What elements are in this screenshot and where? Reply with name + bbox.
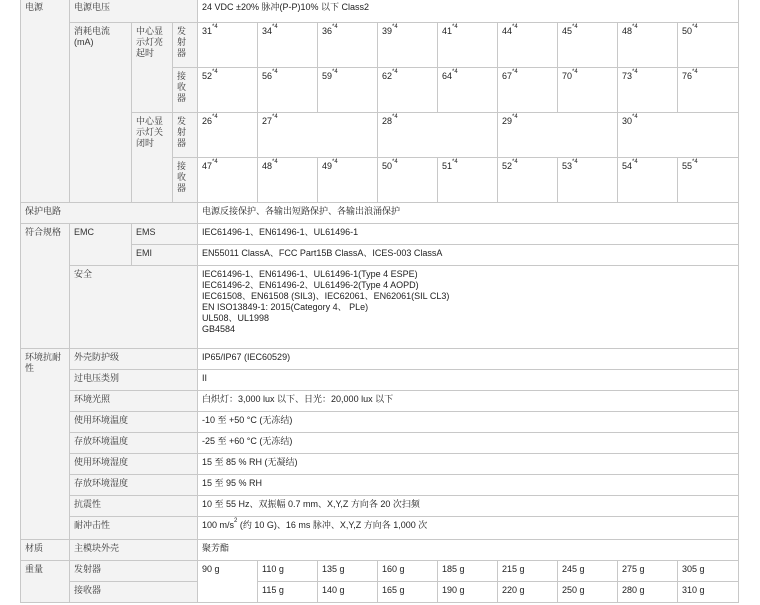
weight-value: 280 g — [618, 582, 678, 603]
receiver-label: 接收器 — [173, 68, 198, 113]
table-row — [21, 0, 739, 23]
env-row-label: 使用环境温度 — [70, 412, 198, 433]
weight-value: 165 g — [378, 582, 438, 603]
table-row — [21, 454, 739, 475]
spec-table — [20, 0, 739, 603]
env-row-value: II — [198, 370, 739, 391]
env-row-value: 15 至 95 % RH — [198, 475, 739, 496]
table-row — [21, 517, 739, 540]
env-row-label: 存放环境湿度 — [70, 475, 198, 496]
table-row — [21, 23, 739, 68]
safety-label: 安全 — [70, 266, 198, 349]
material-value: 聚芳酯 — [198, 540, 739, 561]
env-row-label: 使用环境湿度 — [70, 454, 198, 475]
weight-value: 245 g — [558, 561, 618, 582]
weight-value: 160 g — [378, 561, 438, 582]
material-label: 材质 — [21, 540, 70, 561]
current-value: 54$^{*4}$ — [618, 158, 678, 203]
current-value: 45$^{*4}$ — [558, 23, 618, 68]
weight-receiver-label: 接收器 — [70, 582, 198, 603]
protection-value: 电源反接保护、各输出短路保护、各输出浪涌保护 — [198, 203, 739, 224]
weight-value: 215 g — [498, 561, 558, 582]
weight-value: 140 g — [318, 582, 378, 603]
current-value: 53$^{*4}$ — [558, 158, 618, 203]
env-row-value: IP65/IP67 (IEC60529) — [198, 349, 739, 370]
env-row-value: 15 至 85 % RH (无凝结) — [198, 454, 739, 475]
standards-label: 符合规格 — [21, 224, 70, 349]
current-value: 52$^{*4}$ — [498, 158, 558, 203]
safety-line: IEC61496-1、EN61496-1、UL61496-1(Type 4 ESPE) — [202, 269, 418, 279]
current-value: 26$^{*4}$ — [198, 113, 258, 158]
safety-value — [198, 266, 739, 349]
weight-value: 220 g — [498, 582, 558, 603]
ems-value: IEC61496-1、EN61496-1、UL61496-1 — [198, 224, 739, 245]
safety-line: IEC61496-2、EN61496-2、UL61496-2(Type 4 AOPD) — [202, 280, 419, 290]
current-value: 55$^{*4}$ — [678, 158, 739, 203]
lamp-off-label: 中心显示灯关闭时 — [132, 113, 173, 203]
weight-value: 275 g — [618, 561, 678, 582]
emi-label: EMI — [132, 245, 198, 266]
current-value: 59$^{*4}$ — [318, 68, 378, 113]
current-value: 34$^{*4}$ — [258, 23, 318, 68]
emitter-label: 发射器 — [173, 23, 198, 68]
env-row-value: 10 至 55 Hz、双振幅 0.7 mm、X,Y,Z 方向各 20 次扫频 — [198, 496, 739, 517]
table-row — [21, 412, 739, 433]
safety-line: EN ISO13849-1: 2015(Category 4、 PLe) — [202, 302, 369, 312]
current-value: 30$^{*4}$ — [618, 113, 739, 158]
lamp-on-label: 中心显示灯亮起时 — [132, 23, 173, 113]
housing-label: 主模块外壳 — [70, 540, 198, 561]
weight-value: 185 g — [438, 561, 498, 582]
weight-value: 110 g — [258, 561, 318, 582]
weight-emitter-label: 发射器 — [70, 561, 198, 582]
current-consumption-label: 消耗电流(mA) — [70, 23, 132, 203]
table-row — [21, 582, 739, 603]
current-value: 41$^{*4}$ — [438, 23, 498, 68]
safety-line: GB4584 — [202, 324, 236, 334]
safety-line: IEC61508、EN61508 (SIL3)、IEC62061、EN62061(SIL CL3) — [202, 291, 450, 301]
current-value: 36$^{*4}$ — [318, 23, 378, 68]
receiver-label: 接收器 — [173, 158, 198, 203]
supply-voltage-value: 24 VDC ±20% 脉冲(P-P)10% 以下 Class2 — [198, 0, 739, 23]
table-row — [21, 370, 739, 391]
current-value: 56$^{*4}$ — [258, 68, 318, 113]
current-value: 51$^{*4}$ — [438, 158, 498, 203]
weight-value: 250 g — [558, 582, 618, 603]
table-row — [21, 475, 739, 496]
weight-label: 重量 — [21, 561, 70, 603]
current-value: 48$^{*4}$ — [618, 23, 678, 68]
weight-value: 190 g — [438, 582, 498, 603]
weight-value: 310 g — [678, 582, 739, 603]
table-row — [21, 266, 739, 349]
current-value: 64$^{*4}$ — [438, 68, 498, 113]
shock-label: 耐冲击性 — [70, 517, 198, 540]
environment-label: 环境抗耐性 — [21, 349, 70, 540]
current-value: 29$^{*4}$ — [498, 113, 618, 158]
current-value: 73$^{*4}$ — [618, 68, 678, 113]
env-row-value: -25 至 +60 °C (无冻结) — [198, 433, 739, 454]
safety-line: UL508、UL1998 — [202, 313, 270, 323]
current-value: 48$^{*4}$ — [258, 158, 318, 203]
current-value: 44$^{*4}$ — [498, 23, 558, 68]
weight-value: 90 g — [198, 561, 258, 603]
table-row — [21, 433, 739, 454]
current-value: 39$^{*4}$ — [378, 23, 438, 68]
env-row-label: 过电压类别 — [70, 370, 198, 391]
current-value: 52$^{*4}$ — [198, 68, 258, 113]
table-row — [21, 391, 739, 412]
current-value: 31$^{*4}$ — [198, 23, 258, 68]
ems-label: EMS — [132, 224, 198, 245]
protection-label: 保护电路 — [21, 203, 198, 224]
weight-value: 305 g — [678, 561, 739, 582]
weight-value: 135 g — [318, 561, 378, 582]
table-row — [21, 349, 739, 370]
table-row — [21, 224, 739, 245]
current-value: 62$^{*4}$ — [378, 68, 438, 113]
table-row — [21, 203, 739, 224]
current-value: 28$^{*4}$ — [378, 113, 498, 158]
current-value: 50$^{*4}$ — [678, 23, 739, 68]
current-value: 27$^{*4}$ — [258, 113, 378, 158]
emi-value: EN55011 ClassA、FCC Part15B ClassA、ICES-003 ClassA — [198, 245, 739, 266]
env-row-label: 环境光照 — [70, 391, 198, 412]
table-row — [21, 540, 739, 561]
weight-value: 115 g — [258, 582, 318, 603]
table-row — [21, 561, 739, 582]
env-row-label: 外壳防护级 — [70, 349, 198, 370]
emc-label: EMC — [70, 224, 132, 266]
power-label: 电源 — [21, 0, 70, 203]
current-value: 49$^{*4}$ — [318, 158, 378, 203]
env-row-label: 抗震性 — [70, 496, 198, 517]
current-value: 70$^{*4}$ — [558, 68, 618, 113]
env-row-label: 存放环境温度 — [70, 433, 198, 454]
current-value: 47$^{*4}$ — [198, 158, 258, 203]
supply-voltage-label: 电源电压 — [70, 0, 198, 23]
current-value: 50$^{*4}$ — [378, 158, 438, 203]
current-value: 67$^{*4}$ — [498, 68, 558, 113]
shock-value: 100 $m/s^2$ (约 10 G)、16 ms 脉冲、X,Y,Z 方向各 1,000 次 — [198, 517, 739, 540]
current-value: 76$^{*4}$ — [678, 68, 739, 113]
emitter-label: 发射器 — [173, 113, 198, 158]
env-row-value: -10 至 +50 °C (无冻结) — [198, 412, 739, 433]
env-row-value: 白炽灯：3,000 lux 以下、日光：20,000 lux 以下 — [198, 391, 739, 412]
table-row — [21, 496, 739, 517]
